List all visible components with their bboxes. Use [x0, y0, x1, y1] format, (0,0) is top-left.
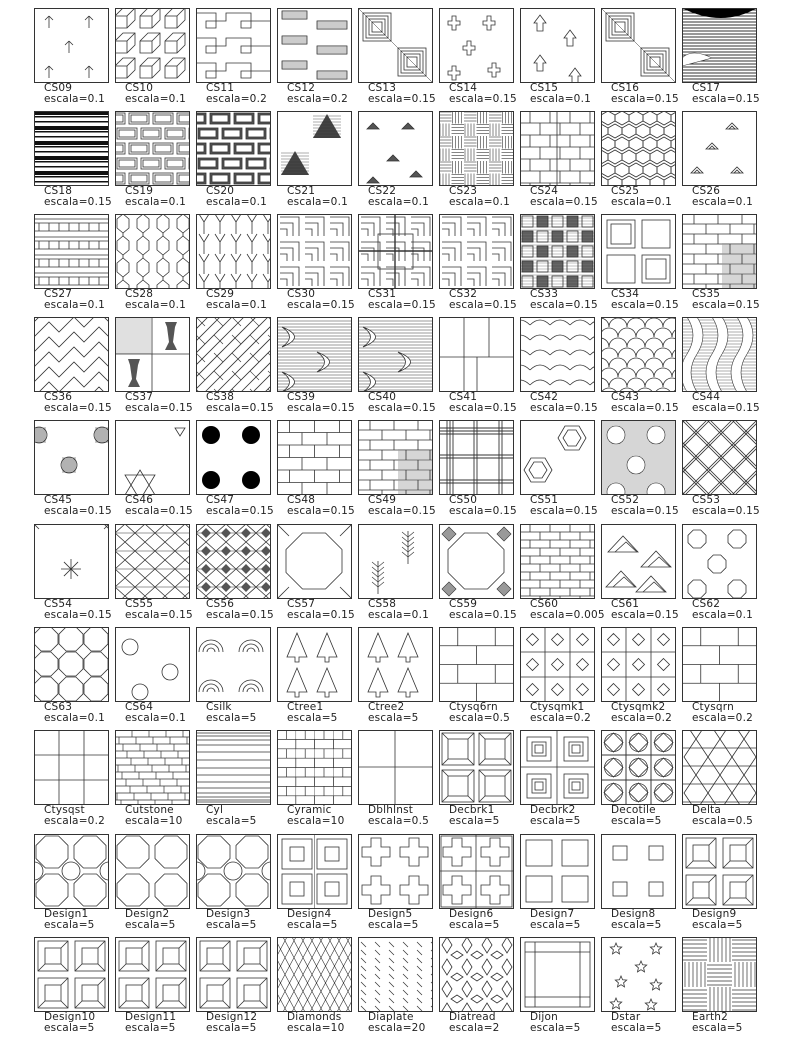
- pattern-name: CS40: [368, 391, 397, 403]
- pattern-swatch[interactable]: [324, 8, 436, 110]
- pattern-scale: escala=5: [368, 712, 419, 724]
- pattern-swatch[interactable]: [243, 111, 348, 213]
- pattern-swatch[interactable]: [0, 730, 105, 832]
- pattern-scale: escala=0.2: [530, 712, 591, 724]
- pattern-swatch[interactable]: [81, 214, 186, 316]
- pattern-scale: escala=0.15: [449, 609, 517, 621]
- pattern-name: CS45: [44, 494, 73, 506]
- pattern-scale: escala=0.15: [449, 93, 517, 105]
- pattern-preview: [682, 8, 757, 83]
- pattern-name: Csilk: [206, 701, 232, 713]
- pattern-scale: escala=5: [692, 1022, 743, 1034]
- pattern-name: CS25: [611, 185, 640, 197]
- pattern-scale: escala=0.15: [692, 299, 760, 311]
- pattern-swatch[interactable]: [243, 214, 355, 316]
- pattern-name: CS58: [368, 598, 397, 610]
- pattern-name: Ctysqst: [44, 804, 85, 816]
- pattern-scale: escala=0.1: [206, 299, 267, 311]
- pattern-swatch[interactable]: [81, 317, 193, 419]
- pattern-scale: escala=2: [449, 1022, 500, 1034]
- pattern-name: Delta: [692, 804, 722, 816]
- pattern-swatch[interactable]: [486, 317, 598, 419]
- pattern-scale: escala=0.1: [125, 299, 186, 311]
- pattern-swatch[interactable]: [648, 420, 760, 522]
- pattern-scale: escala=0.15: [368, 505, 436, 517]
- pattern-swatch[interactable]: [324, 317, 436, 419]
- pattern-swatch[interactable]: [81, 8, 186, 110]
- pattern-scale: escala=10: [287, 1022, 345, 1034]
- pattern-swatch[interactable]: [648, 111, 753, 213]
- pattern-swatch[interactable]: [648, 214, 760, 316]
- pattern-name: CS52: [611, 494, 640, 506]
- pattern-scale: escala=0.1: [206, 196, 267, 208]
- pattern-name: CS49: [368, 494, 397, 506]
- pattern-swatch[interactable]: [243, 8, 348, 110]
- pattern-scale: escala=0.15: [530, 299, 598, 311]
- pattern-swatch[interactable]: [405, 8, 517, 110]
- pattern-name: CS48: [287, 494, 316, 506]
- pattern-preview: [682, 627, 757, 702]
- pattern-scale: escala=0.15: [44, 402, 112, 414]
- pattern-scale: escala=0.15: [44, 505, 112, 517]
- pattern-name: CS15: [530, 82, 559, 94]
- pattern-scale: escala=5: [530, 815, 581, 827]
- pattern-name: Design9: [692, 908, 737, 920]
- pattern-swatch[interactable]: [405, 730, 500, 832]
- pattern-swatch[interactable]: [324, 524, 429, 626]
- pattern-name: CS12: [287, 82, 316, 94]
- pattern-scale: escala=0.2: [287, 93, 348, 105]
- pattern-swatch[interactable]: [567, 420, 679, 522]
- pattern-name: CS09: [44, 82, 73, 94]
- pattern-name: CS29: [206, 288, 235, 300]
- pattern-name: CS44: [692, 391, 721, 403]
- pattern-preview: [682, 730, 757, 805]
- pattern-swatch[interactable]: [81, 937, 177, 1039]
- pattern-swatch[interactable]: [243, 627, 338, 729]
- pattern-name: Design6: [449, 908, 494, 920]
- pattern-name: CS43: [611, 391, 640, 403]
- pattern-swatch[interactable]: [243, 937, 345, 1039]
- pattern-name: Decbrk1: [449, 804, 495, 816]
- pattern-preview: [682, 111, 757, 186]
- pattern-name: CS51: [530, 494, 559, 506]
- pattern-swatch[interactable]: [567, 524, 679, 626]
- pattern-scale: escala=0.1: [44, 93, 105, 105]
- pattern-swatch[interactable]: [405, 111, 510, 213]
- pattern-name: CS61: [611, 598, 640, 610]
- pattern-swatch[interactable]: [162, 834, 257, 936]
- pattern-swatch[interactable]: [405, 834, 500, 936]
- pattern-name: Ctree2: [368, 701, 405, 713]
- pattern-name: CS37: [125, 391, 154, 403]
- pattern-scale: escala=5: [287, 919, 338, 931]
- pattern-name: Design4: [287, 908, 332, 920]
- pattern-scale: escala=5: [287, 712, 338, 724]
- pattern-scale: escala=0.15: [611, 402, 679, 414]
- pattern-name: CS18: [44, 185, 73, 197]
- pattern-name: CS24: [530, 185, 559, 197]
- pattern-scale: escala=5: [692, 919, 743, 931]
- pattern-swatch[interactable]: [0, 317, 112, 419]
- pattern-name: CS27: [44, 288, 73, 300]
- pattern-swatch[interactable]: [0, 937, 96, 1039]
- pattern-scale: escala=0.15: [692, 505, 760, 517]
- pattern-scale: escala=0.1: [44, 299, 105, 311]
- pattern-name: Design8: [611, 908, 656, 920]
- pattern-name: Dijon: [530, 1011, 558, 1023]
- pattern-swatch[interactable]: [324, 627, 419, 729]
- pattern-swatch[interactable]: [648, 8, 760, 110]
- pattern-scale: escala=5: [530, 919, 581, 931]
- pattern-scale: escala=0.15: [206, 609, 274, 621]
- pattern-swatch[interactable]: [567, 317, 679, 419]
- pattern-scale: escala=0.1: [368, 196, 429, 208]
- pattern-name: Ctysq6rn: [449, 701, 498, 713]
- pattern-name: CS28: [125, 288, 154, 300]
- pattern-swatch[interactable]: [486, 420, 598, 522]
- pattern-swatch[interactable]: [567, 834, 662, 936]
- pattern-scale: escala=10: [287, 815, 345, 827]
- pattern-name: Design2: [125, 908, 170, 920]
- pattern-scale: escala=0.15: [530, 505, 598, 517]
- pattern-scale: escala=5: [611, 1022, 662, 1034]
- pattern-swatch[interactable]: [0, 834, 95, 936]
- pattern-scale: escala=0.5: [368, 815, 429, 827]
- pattern-swatch[interactable]: [162, 317, 274, 419]
- pattern-name: CS17: [692, 82, 721, 94]
- pattern-swatch[interactable]: [324, 420, 436, 522]
- pattern-scale: escala=5: [125, 919, 176, 931]
- pattern-swatch[interactable]: [81, 420, 193, 522]
- pattern-swatch[interactable]: [0, 111, 112, 213]
- pattern-swatch[interactable]: [648, 730, 753, 832]
- pattern-name: CS41: [449, 391, 478, 403]
- pattern-scale: escala=0.5: [449, 712, 510, 724]
- pattern-name: CS60: [530, 598, 559, 610]
- pattern-scale: escala=0.15: [125, 505, 193, 517]
- pattern-scale: escala=0.1: [449, 196, 510, 208]
- pattern-swatch[interactable]: [486, 834, 581, 936]
- pattern-preview: [682, 524, 757, 599]
- pattern-swatch[interactable]: [81, 524, 193, 626]
- pattern-swatch[interactable]: [243, 834, 338, 936]
- pattern-scale: escala=0.15: [530, 196, 598, 208]
- pattern-scale: escala=0.1: [530, 93, 591, 105]
- pattern-name: Ctysqmk2: [611, 701, 666, 713]
- pattern-swatch[interactable]: [324, 937, 426, 1039]
- pattern-swatch[interactable]: [486, 730, 581, 832]
- pattern-scale: escala=0.15: [287, 609, 355, 621]
- pattern-scale: escala=20: [368, 1022, 426, 1034]
- pattern-swatch[interactable]: [486, 937, 581, 1039]
- pattern-swatch[interactable]: [162, 524, 274, 626]
- pattern-swatch[interactable]: [486, 214, 598, 316]
- pattern-name: Diaplate: [368, 1011, 414, 1023]
- pattern-name: Design10: [44, 1011, 96, 1023]
- pattern-swatch[interactable]: [648, 834, 743, 936]
- pattern-swatch[interactable]: [567, 627, 672, 729]
- pattern-scale: escala=5: [368, 919, 419, 931]
- pattern-swatch[interactable]: [405, 627, 510, 729]
- pattern-scale: escala=0.15: [449, 402, 517, 414]
- pattern-swatch[interactable]: [648, 317, 760, 419]
- pattern-name: Dstar: [611, 1011, 641, 1023]
- pattern-name: CS33: [530, 288, 559, 300]
- pattern-name: CS22: [368, 185, 397, 197]
- pattern-name: CS14: [449, 82, 478, 94]
- pattern-name: CS19: [125, 185, 154, 197]
- pattern-scale: escala=0.1: [125, 712, 186, 724]
- pattern-swatch[interactable]: [0, 420, 112, 522]
- pattern-name: CS62: [692, 598, 721, 610]
- pattern-scale: escala=0.1: [125, 196, 186, 208]
- pattern-name: CS42: [530, 391, 559, 403]
- pattern-swatch[interactable]: [486, 8, 591, 110]
- pattern-scale: escala=0.15: [125, 609, 193, 621]
- pattern-scale: escala=0.2: [206, 93, 267, 105]
- pattern-swatch[interactable]: [243, 420, 355, 522]
- pattern-scale: escala=0.15: [44, 196, 112, 208]
- pattern-preview: [682, 317, 757, 392]
- pattern-name: CS39: [287, 391, 316, 403]
- pattern-name: Diamonds: [287, 1011, 342, 1023]
- pattern-preview: [682, 834, 757, 909]
- pattern-name: CS63: [44, 701, 73, 713]
- pattern-swatch[interactable]: [324, 834, 419, 936]
- pattern-name: CS36: [44, 391, 73, 403]
- pattern-name: CS35: [692, 288, 721, 300]
- pattern-swatch[interactable]: [0, 214, 105, 316]
- pattern-swatch[interactable]: [567, 214, 679, 316]
- pattern-scale: escala=0.15: [530, 402, 598, 414]
- pattern-swatch[interactable]: [324, 214, 436, 316]
- pattern-scale: escala=0.15: [287, 299, 355, 311]
- pattern-swatch[interactable]: [81, 111, 186, 213]
- pattern-name: CS16: [611, 82, 640, 94]
- pattern-scale: escala=0.005: [530, 609, 605, 621]
- pattern-scale: escala=0.15: [368, 402, 436, 414]
- pattern-name: Design1: [44, 908, 89, 920]
- pattern-scale: escala=0.1: [692, 196, 753, 208]
- pattern-scale: escala=0.15: [287, 505, 355, 517]
- pattern-swatch[interactable]: [405, 524, 517, 626]
- pattern-swatch[interactable]: [567, 8, 679, 110]
- pattern-scale: escala=5: [449, 919, 500, 931]
- pattern-scale: escala=5: [206, 1022, 257, 1034]
- pattern-swatch[interactable]: [162, 420, 274, 522]
- pattern-scale: escala=0.15: [206, 505, 274, 517]
- pattern-name: Cutstone: [125, 804, 174, 816]
- pattern-scale: escala=5: [530, 1022, 581, 1034]
- pattern-scale: escala=0.1: [287, 196, 348, 208]
- pattern-scale: escala=5: [449, 815, 500, 827]
- pattern-scale: escala=0.15: [368, 299, 436, 311]
- pattern-scale: escala=0.15: [44, 609, 112, 621]
- pattern-name: CS21: [287, 185, 316, 197]
- pattern-name: CS30: [287, 288, 316, 300]
- pattern-name: Cyl: [206, 804, 224, 816]
- pattern-name: CS64: [125, 701, 154, 713]
- pattern-preview: [682, 937, 757, 1012]
- pattern-swatch[interactable]: [0, 524, 112, 626]
- pattern-swatch[interactable]: [243, 524, 355, 626]
- pattern-name: CS23: [449, 185, 478, 197]
- pattern-name: Ctysqrn: [692, 701, 734, 713]
- pattern-scale: escala=0.15: [611, 505, 679, 517]
- pattern-swatch[interactable]: [162, 730, 257, 832]
- pattern-scale: escala=0.5: [692, 815, 753, 827]
- pattern-scale: escala=5: [125, 1022, 176, 1034]
- pattern-name: CS53: [692, 494, 721, 506]
- pattern-name: CS31: [368, 288, 397, 300]
- pattern-scale: escala=0.1: [611, 196, 672, 208]
- pattern-swatch[interactable]: [648, 627, 753, 729]
- pattern-scale: escala=0.15: [611, 299, 679, 311]
- pattern-scale: escala=0.15: [449, 505, 517, 517]
- pattern-swatch[interactable]: [162, 627, 257, 729]
- pattern-name: Ctysqmk1: [530, 701, 585, 713]
- pattern-scale: escala=0.15: [611, 609, 679, 621]
- pattern-scale: escala=0.1: [692, 609, 753, 621]
- pattern-swatch[interactable]: [162, 111, 267, 213]
- pattern-name: CS13: [368, 82, 397, 94]
- pattern-name: CS38: [206, 391, 235, 403]
- pattern-scale: escala=0.15: [125, 402, 193, 414]
- pattern-name: Design3: [206, 908, 251, 920]
- pattern-scale: escala=0.15: [449, 299, 517, 311]
- pattern-swatch[interactable]: [162, 937, 258, 1039]
- pattern-swatch[interactable]: [243, 317, 355, 419]
- pattern-preview: [682, 420, 757, 495]
- pattern-scale: escala=0.15: [206, 402, 274, 414]
- pattern-scale: escala=5: [44, 919, 95, 931]
- pattern-scale: escala=5: [44, 1022, 95, 1034]
- pattern-name: CS56: [206, 598, 235, 610]
- pattern-name: CS11: [206, 82, 235, 94]
- pattern-scale: escala=5: [206, 919, 257, 931]
- pattern-swatch[interactable]: [324, 730, 429, 832]
- pattern-name: CS50: [449, 494, 478, 506]
- pattern-scale: escala=0.15: [692, 93, 760, 105]
- pattern-swatch[interactable]: [81, 834, 176, 936]
- pattern-scale: escala=0.15: [287, 402, 355, 414]
- pattern-name: CS54: [44, 598, 73, 610]
- pattern-swatch[interactable]: [0, 627, 105, 729]
- pattern-swatch[interactable]: [648, 524, 753, 626]
- pattern-swatch[interactable]: [567, 937, 662, 1039]
- pattern-scale: escala=0.2: [692, 712, 753, 724]
- pattern-scale: escala=5: [206, 712, 257, 724]
- pattern-name: CS10: [125, 82, 154, 94]
- pattern-preview: [682, 214, 757, 289]
- pattern-scale: escala=5: [206, 815, 257, 827]
- pattern-swatch[interactable]: [324, 111, 429, 213]
- pattern-scale: escala=5: [611, 919, 662, 931]
- pattern-name: CS32: [449, 288, 478, 300]
- pattern-swatch[interactable]: [405, 420, 517, 522]
- pattern-swatch[interactable]: [567, 730, 662, 832]
- pattern-swatch[interactable]: [486, 111, 598, 213]
- pattern-name: CS34: [611, 288, 640, 300]
- pattern-scale: escala=0.15: [368, 93, 436, 105]
- pattern-swatch[interactable]: [648, 937, 743, 1039]
- pattern-swatch[interactable]: [405, 214, 517, 316]
- pattern-swatch[interactable]: [486, 524, 605, 626]
- pattern-name: Dblhlnst: [368, 804, 414, 816]
- pattern-swatch[interactable]: [405, 317, 517, 419]
- pattern-swatch[interactable]: [405, 937, 500, 1039]
- pattern-swatch[interactable]: [162, 214, 267, 316]
- pattern-name: Design12: [206, 1011, 258, 1023]
- pattern-scale: escala=0.15: [611, 93, 679, 105]
- pattern-swatch[interactable]: [162, 8, 267, 110]
- pattern-swatch[interactable]: [486, 627, 591, 729]
- pattern-swatch[interactable]: [81, 730, 183, 832]
- pattern-swatch[interactable]: [567, 111, 672, 213]
- pattern-scale: escala=0.15: [692, 402, 760, 414]
- pattern-scale: escala=0.2: [611, 712, 672, 724]
- pattern-scale: escala=0.1: [44, 712, 105, 724]
- pattern-name: Decotile: [611, 804, 656, 816]
- pattern-scale: escala=0.1: [368, 609, 429, 621]
- pattern-name: Diatread: [449, 1011, 496, 1023]
- pattern-name: CS57: [287, 598, 316, 610]
- pattern-name: Ctree1: [287, 701, 324, 713]
- pattern-scale: escala=10: [125, 815, 183, 827]
- pattern-name: Design7: [530, 908, 575, 920]
- pattern-name: CS47: [206, 494, 235, 506]
- pattern-swatch[interactable]: [243, 730, 345, 832]
- pattern-name: Design11: [125, 1011, 177, 1023]
- pattern-name: CS59: [449, 598, 478, 610]
- pattern-name: CS55: [125, 598, 154, 610]
- pattern-name: Design5: [368, 908, 413, 920]
- pattern-name: Decbrk2: [530, 804, 576, 816]
- pattern-scale: escala=0.1: [125, 93, 186, 105]
- pattern-name: Earth2: [692, 1011, 729, 1023]
- pattern-name: CS26: [692, 185, 721, 197]
- pattern-swatch[interactable]: [81, 627, 186, 729]
- pattern-swatch[interactable]: [0, 8, 105, 110]
- pattern-scale: escala=5: [611, 815, 662, 827]
- pattern-name: CS46: [125, 494, 154, 506]
- pattern-name: CS20: [206, 185, 235, 197]
- pattern-name: Cyramic: [287, 804, 332, 816]
- pattern-scale: escala=0.2: [44, 815, 105, 827]
